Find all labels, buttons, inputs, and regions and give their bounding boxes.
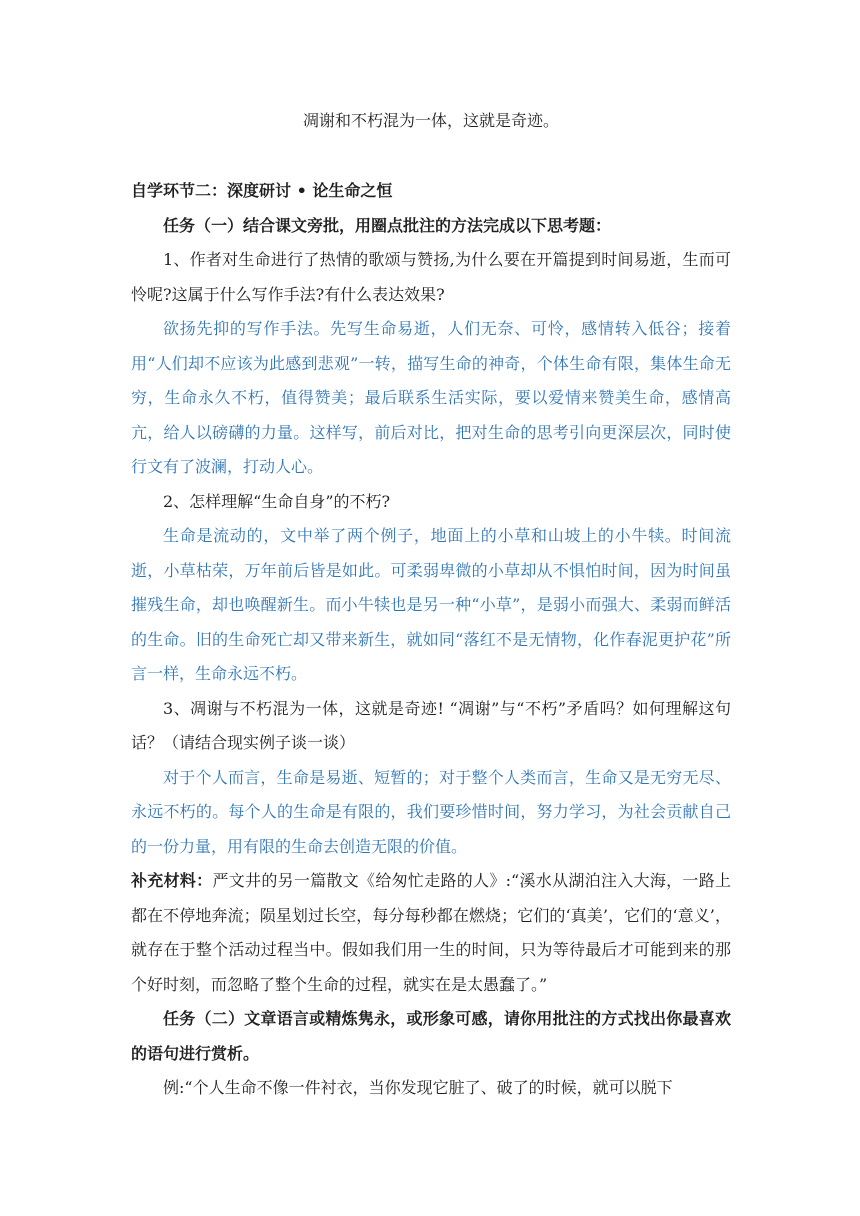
- blank-line: [131, 138, 731, 172]
- supplement-paragraph: [131, 864, 731, 1002]
- task1-heading: 任务（一）结合课文旁批，用圈点批注的方法完成以下思考题：: [163, 215, 612, 235]
- task2-heading: 任务（二）文章语言或精炼隽永，或形象可感，请你用批注的方式找出你最喜欢的语句进行赏析。: [131, 1009, 731, 1063]
- document-body: [131, 104, 731, 1106]
- top-line: 凋谢和不朽混为一体，这就是奇迹。: [302, 111, 559, 130]
- answer-2: 生命是流动的，文中举了两个例子，地面上的小草和山坡上的小牛犊。时间流逝，小草枯荣，万年前后皆是如此。可柔弱卑微的小草却从不惧怕时间，因为时间虽摧残生命，却也唤醒新生。而小牛犊也是另一种“小草”，是弱小而强大、柔弱而鲜活的生命。旧的生命死亡却又带来新生，就如同“落红不是无情物，化作春泥更护花”所言一样，生命永远不朽。: [131, 526, 731, 683]
- answer-1: 欲扬先抑的写作手法。先写生命易逝，人们无奈、可怜，感情转入低谷；接着用“人们却不应该为此感到悲观”一转，描写生命的神奇，个体生命有限，集体生命无穷，生命永久不朽，值得赞美；最后联系生活实际，要以爱情来赞美生命，感情高亢，给人以磅礴的力量。这样写，前后对比，把对生命的思考引向更深层次，同时使行文有了波澜，打动人心。: [131, 319, 731, 476]
- question-1: 1、作者对生命进行了热情的歌颂与赞扬,为什么要在开篇提到时间易逝，生而可怜呢?这属于什么写作手法?有什么表达效果?: [131, 250, 731, 304]
- supplement-text: 严文井的另一篇散文《给匆忙走路的人》:“溪水从湖泊注入大海，一路上都在不停地奔流；陨星划过长空，每分每秒都在燃烧；它们的‘真美’，它们的‘意义’，就存在于整个活动过程当中。假如我们用一生的时间，只为等待最后才可能到来的那个好时刻，而忽略了整个生命的过程，就实在是太愚蠢了。”: [131, 871, 731, 994]
- example-line: 例:“个人生命不像一件衬衣，当你发现它脏了、破了的时候，就可以脱下: [163, 1078, 673, 1097]
- supplement-label: 补充材料：: [131, 871, 213, 890]
- question-3: 3、凋谢与不朽混为一体，这就是奇迹! “凋谢”与“不朽”矛盾吗？如何理解这句话？（请结合现实例子谈一谈）: [131, 698, 731, 752]
- section-heading: 自学环节二：深度研讨 • 论生命之恒: [131, 181, 393, 200]
- answer-3: 对于个人而言，生命是易逝、短暂的；对于整个人类而言，生命又是无穷无尽、永远不朽的。每个人的生命是有限的，我们要珍惜时间，努力学习，为社会贡献自己的一份力量，用有限的生命去创造无限的价值。: [131, 767, 731, 856]
- question-2: 2、怎样理解“生命自身”的不朽?: [163, 491, 391, 511]
